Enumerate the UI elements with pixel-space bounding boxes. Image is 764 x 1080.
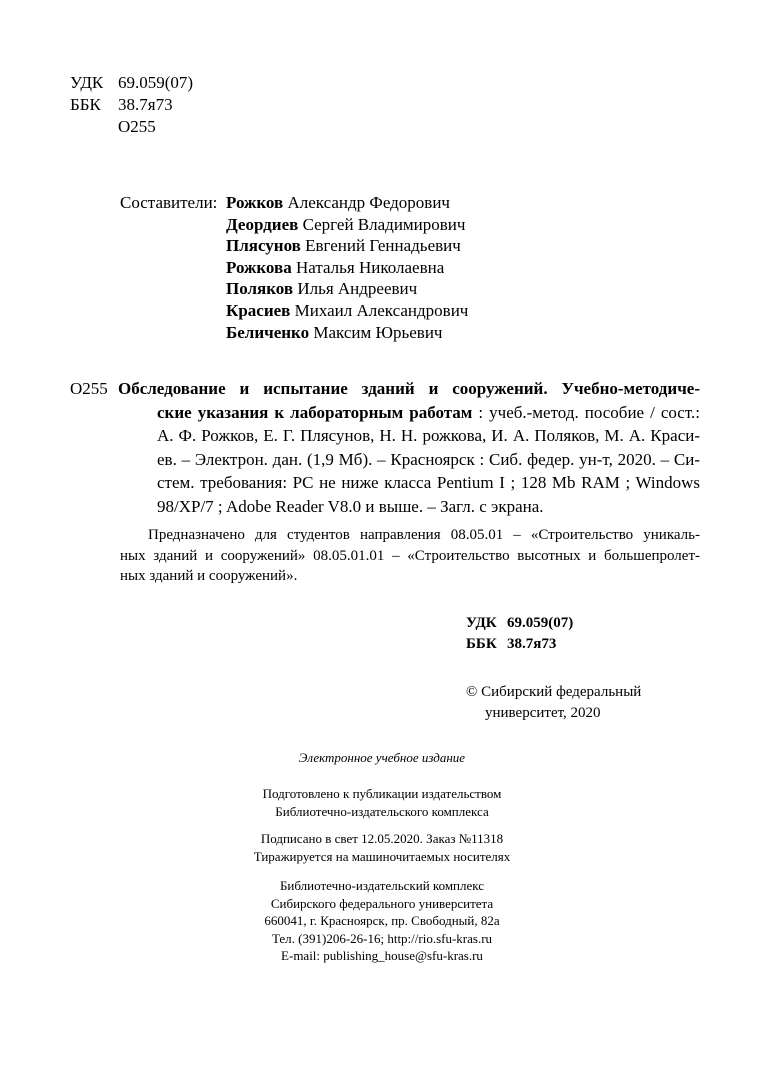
udk-row: [466, 613, 573, 634]
udk-row: [70, 72, 193, 94]
compiler-surname: Рожков: [226, 193, 284, 212]
biblio-line: стем. требования: PC не ниже класса Pentium I ; 128 Mb RAM ; Windows: [157, 473, 700, 492]
bbk-value: 38.7я73: [118, 95, 173, 114]
copyright-line: © Сибирский федеральный: [466, 684, 642, 700]
publication-type: Электронное учебное издание: [298, 750, 466, 765]
compiler-row: [120, 322, 468, 344]
publisher-phone: Тел. (391)206-26-16; http://rio.sfu-kras.ru: [271, 930, 493, 946]
biblio-code: О255: [70, 379, 108, 398]
author-sign: О255: [118, 117, 156, 136]
compiler-name: Наталья Николаевна: [295, 257, 445, 277]
udk-label: УДК: [70, 73, 104, 92]
biblio-title-cont: ские указания к лабораторным работам: [157, 402, 473, 422]
biblio-line: 98/XP/7 ; Adobe Reader V8.0 и выше. – Загл. с экрана.: [157, 496, 544, 516]
bbk-label: ББК: [70, 95, 101, 114]
compiler-surname: Поляков: [226, 279, 294, 299]
bbk-label: ББК: [466, 636, 497, 652]
compiler-name: Илья Андреевич: [297, 279, 418, 299]
bibliographic-description: [70, 377, 700, 518]
udk-label: УДК: [466, 615, 497, 631]
annotation-line: ных зданий и сооружений».: [120, 568, 298, 585]
compiler-row: [120, 278, 468, 300]
compiler-name: Александр Федорович: [287, 193, 450, 212]
compiler-surname: Беличенко: [226, 322, 310, 342]
annotation: [120, 525, 700, 587]
annotation-line: ных зданий и сооружений» 08.05.01.01 – «Строительство высотных и большепролет-: [120, 547, 700, 564]
bbk-row: [70, 94, 193, 116]
compiler-name: Евгений Геннадьевич: [305, 236, 461, 256]
compiler-row: [120, 257, 468, 279]
biblio-line: А. Ф. Рожков, Е. Г. Плясунов, Н. Н. рожкова, И. А. Поляков, М. А. Краси-: [157, 426, 700, 445]
publisher-email: E-mail: publishing_house@sfu-kras.ru: [281, 948, 483, 963]
compiler-row: [120, 192, 468, 214]
classification-bottom: [466, 613, 573, 655]
udk-value: 69.059(07): [118, 73, 194, 92]
publisher-info: Библиотечно-издательский комплекс Сибирского федерального университета 660041, г. Красноярск, пр. Свободный, 82а Тел. (391)206-26-16; http://rio.sfu-kras.ru E-mail: publishing_house@sfu-kras.ru: [0, 877, 764, 965]
signed-date: Подписано в свет 12.05.2020. Заказ №11318: [260, 831, 504, 846]
signed-info: [0, 830, 764, 865]
annotation-line: Предназначено для студентов направления 08.05.01 – «Строительство уникаль-: [148, 527, 700, 543]
compiler-name: Сергей Владимирович: [302, 214, 466, 234]
compiler-name: Михаил Александрович: [294, 300, 469, 320]
compiler-surname: Деордиев: [226, 214, 299, 234]
compiler-row: [120, 214, 468, 236]
prepared-by: Подготовлено к публикации издательством Библиотечно-издательского комплекса: [262, 786, 502, 819]
classification-top: [70, 72, 193, 138]
publisher-address: 660041, г. Красноярск, пр. Свободный, 82а: [264, 913, 500, 928]
copyright-line: университет, 2020: [485, 704, 601, 721]
biblio-line: [70, 377, 700, 401]
udk-value: 69.059(07): [507, 615, 574, 631]
biblio-line: ские указания к лабораторным работам : учеб.-метод. пособие / сост.:: [157, 402, 700, 422]
copyright: [466, 682, 641, 723]
compiler-surname: Плясунов: [226, 236, 301, 256]
biblio-title: Обследование и испытание зданий и сооружений. Учебно-методиче-: [118, 379, 700, 398]
compiler-row: [120, 300, 468, 322]
replication-info: Тиражируется на машиночитаемых носителях: [253, 848, 511, 864]
compiler-row: [120, 235, 468, 257]
bbk-value: 38.7я73: [507, 636, 557, 652]
compilers-list: [120, 192, 468, 343]
compilers-label: Составители:: [120, 193, 218, 212]
biblio-line: ев. – Электрон. дан. (1,9 Мб). – Красноярск : Сиб. федер. ун-т, 2020. – Си-: [157, 449, 700, 469]
compiler-surname: Рожкова: [226, 257, 292, 277]
compiler-surname: Красиев: [226, 300, 291, 320]
compiler-name: Максим Юрьевич: [313, 322, 443, 342]
bbk-row: [466, 634, 573, 655]
author-sign-row: [70, 116, 193, 138]
